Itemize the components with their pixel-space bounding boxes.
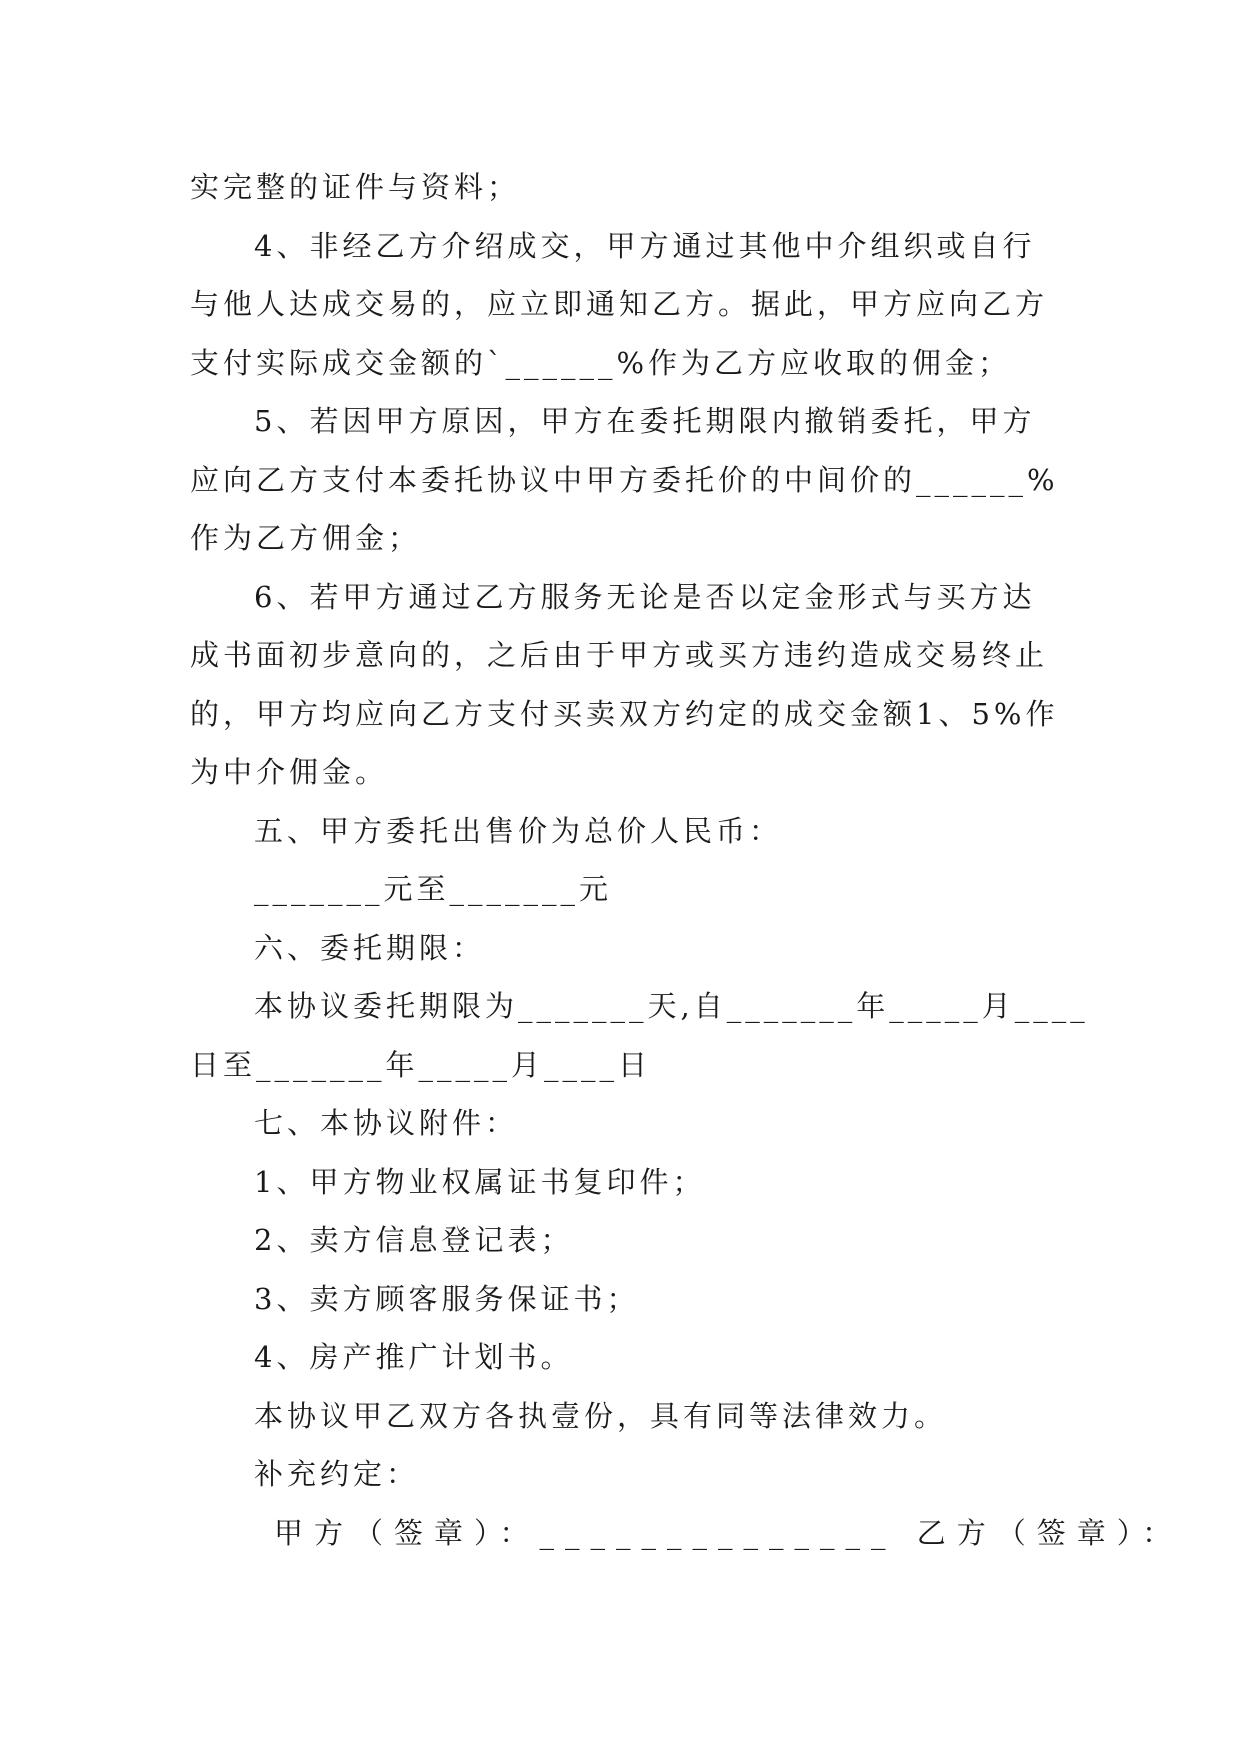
text-line: 实完整的证件与资料； — [190, 170, 521, 204]
clause-4-line-3: 支付实际成交金额的`______%作为乙方应收取的佣金； — [190, 345, 1012, 380]
clause-5-line-2: 应向乙方支付本委托协议中甲方委托价的中间价的______% — [190, 462, 1059, 497]
clause-6-line-3: 的，甲方均应向乙方支付买卖双方约定的成交金额1、5%作 — [190, 696, 1059, 731]
section-7-heading: 七、本协议附件： — [254, 1106, 519, 1140]
copies-statement: 本协议甲乙双方各执壹份，具有同等法律效力。 — [254, 1398, 948, 1433]
term-line-1: 本协议委托期限为_______天,自_______年_____月____ — [254, 989, 1089, 1023]
clause-5-line-3: 作为乙方佣金； — [190, 521, 422, 555]
section-6-heading: 六、委托期限： — [254, 930, 486, 965]
price-range-line: _______元至_______元 — [254, 872, 613, 906]
attachment-4: 4、房产推广计划书。 — [254, 1340, 574, 1374]
clause-4-line-2: 与他人达成交易的，应立即通知乙方。据此，甲方应向乙方 — [190, 287, 1049, 321]
section-5-heading: 五、甲方委托出售价为总价人民币： — [254, 813, 783, 848]
clause-6-line-4: 为中介佣金。 — [190, 755, 389, 789]
attachment-2: 2、卖方信息登记表； — [254, 1223, 574, 1257]
attachment-3: 3、卖方顾客服务保证书； — [254, 1281, 640, 1316]
clause-6-line-1: 6、若甲方通过乙方服务无论是否以定金形式与买方达 — [254, 579, 1036, 614]
supplementary-heading: 补充约定： — [254, 1457, 420, 1491]
signature-line: 甲方（签章）：______________ 乙方（签章）： — [274, 1515, 1183, 1550]
term-line-2: 日至_______年_____月____日 — [190, 1047, 652, 1082]
clause-4-line-1: 4、非经乙方介绍成交，甲方通过其他中介组织或自行 — [254, 228, 1036, 263]
clause-6-line-2: 成书面初步意向的，之后由于甲方或买方违约造成交易终止 — [190, 638, 1049, 672]
document-body — [190, 158, 1183, 1562]
clause-5-line-1: 5、若因甲方原因，甲方在委托期限内撤销委托，甲方 — [254, 404, 1036, 438]
attachment-1: 1、甲方物业权属证书复印件； — [254, 1164, 706, 1199]
